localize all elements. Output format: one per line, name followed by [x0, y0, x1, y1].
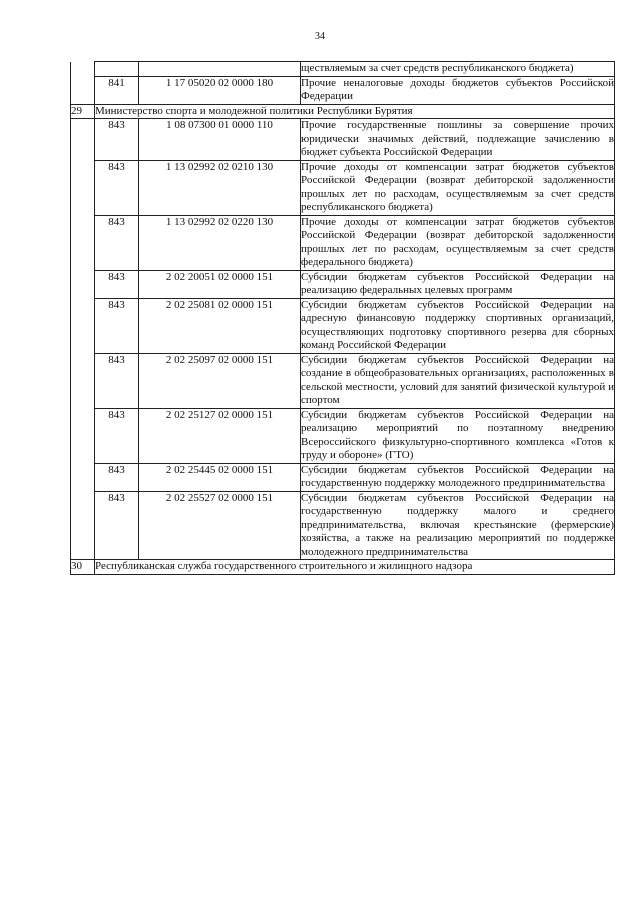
admin-code-cell: 843	[95, 160, 139, 215]
row-number-cell	[71, 119, 95, 161]
admin-code-cell: 843	[95, 491, 139, 560]
section-header-row	[71, 560, 615, 575]
table-row	[71, 270, 615, 298]
income-code-cell: 2 02 25127 02 0000 151	[139, 408, 301, 463]
table-row	[71, 298, 615, 353]
row-number-cell	[71, 408, 95, 463]
section-number: 29	[71, 104, 95, 119]
admin-code-cell: 843	[95, 119, 139, 161]
section-header-row	[71, 104, 615, 119]
table-row	[71, 62, 615, 77]
table-row	[71, 463, 615, 491]
income-code-cell: 2 02 25527 02 0000 151	[139, 491, 301, 560]
row-number-cell	[71, 160, 95, 215]
row-number-cell	[71, 270, 95, 298]
income-code-cell: 2 02 25081 02 0000 151	[139, 298, 301, 353]
admin-code-cell: 843	[95, 215, 139, 270]
admin-code-cell: 843	[95, 353, 139, 408]
table-row	[71, 491, 615, 560]
income-code-cell: 1 13 02992 02 0220 130	[139, 215, 301, 270]
row-number-cell	[71, 298, 95, 353]
income-description-cell: Субсидии бюджетам субъектов Российской Федерации на создание в общеобразовательных организациях, расположенных в сельской местности, условий для занятий физической культурой и спортом	[301, 353, 614, 406]
income-description-cell: Субсидии бюджетам субъектов Российской Федерации на реализацию мероприятий по поэтапному внедрению Всероссийского физкультурно-спортивного комплекса «Готов к труду и обороне» (ГТО)	[301, 408, 614, 461]
row-number-cell	[71, 353, 95, 408]
row-number-cell	[71, 62, 95, 77]
table-row	[71, 408, 615, 463]
admin-code-cell: 843	[95, 270, 139, 298]
income-description-cell: Прочие доходы от компенсации затрат бюджетов субъектов Российской Федерации (возврат дебиторской задолженности прошлых лет по расходам, осуществляемым за счет средств федерального бюджета)	[301, 215, 614, 268]
income-description-cell: Субсидии бюджетам субъектов Российской Федерации на реализацию федеральных целевых программ	[301, 270, 614, 296]
admin-code-cell: 843	[95, 408, 139, 463]
income-code-cell: 2 02 25445 02 0000 151	[139, 463, 301, 491]
income-description-cell: Субсидии бюджетам субъектов Российской Федерации на государственную поддержку малого и среднего предпринимательства, включая крестьянские (фермерские) хозяйства, а также на реализацию мероприятий по поддержке молодежного предпринимательства	[301, 491, 614, 558]
page-number: 34	[315, 31, 325, 42]
income-code-cell: 1 13 02992 02 0210 130	[139, 160, 301, 215]
income-description-cell: Субсидии бюджетам субъектов Российской Федерации на государственную поддержку молодежного предпринимательства	[301, 463, 614, 489]
section-number: 30	[71, 560, 95, 575]
admin-code-cell	[95, 62, 139, 77]
income-description-cell: Прочие государственные пошлины за совершение прочих юридически значимых действий, подлежащие зачислению в бюджет субъекта Российской Федерации	[301, 119, 614, 158]
budget-codes-table	[70, 61, 615, 575]
row-number-cell	[71, 76, 95, 104]
section-title: Министерство спорта и молодежной политики Республики Бурятия	[95, 104, 615, 119]
income-code-cell: 2 02 25097 02 0000 151	[139, 353, 301, 408]
section-title: Республиканская служба государственного строительного и жилищного надзора	[95, 560, 615, 575]
admin-code-cell: 841	[95, 76, 139, 104]
income-description-cell: Прочие неналоговые доходы бюджетов субъектов Российской Федерации	[301, 76, 614, 102]
table-row	[71, 76, 615, 104]
admin-code-cell: 843	[95, 298, 139, 353]
row-number-cell	[71, 491, 95, 560]
table-row	[71, 119, 615, 161]
income-code-cell: 1 08 07300 01 0000 110	[139, 119, 301, 161]
table-row	[71, 160, 615, 215]
row-number-cell	[71, 463, 95, 491]
income-code-cell: 2 02 20051 02 0000 151	[139, 270, 301, 298]
income-description-cell: Субсидии бюджетам субъектов Российской Федерации на адресную финансовую поддержку спортивных организаций, осуществляющих подготовку спортивного резерва для сборных команд Российской Федерации	[301, 298, 614, 351]
row-number-cell	[71, 215, 95, 270]
admin-code-cell: 843	[95, 463, 139, 491]
income-description-cell: ществляемым за счет средств республиканского бюджета)	[301, 62, 615, 77]
income-description-cell: Прочие доходы от компенсации затрат бюджетов субъектов Российской Федерации (возврат дебиторской задолженности прошлых лет по расходам, осуществляемым за счет средств республиканского бюджета)	[301, 160, 614, 213]
table-row	[71, 215, 615, 270]
income-code-cell	[139, 62, 301, 77]
income-code-cell: 1 17 05020 02 0000 180	[139, 76, 301, 104]
table-row	[71, 353, 615, 408]
table-body	[71, 62, 615, 575]
